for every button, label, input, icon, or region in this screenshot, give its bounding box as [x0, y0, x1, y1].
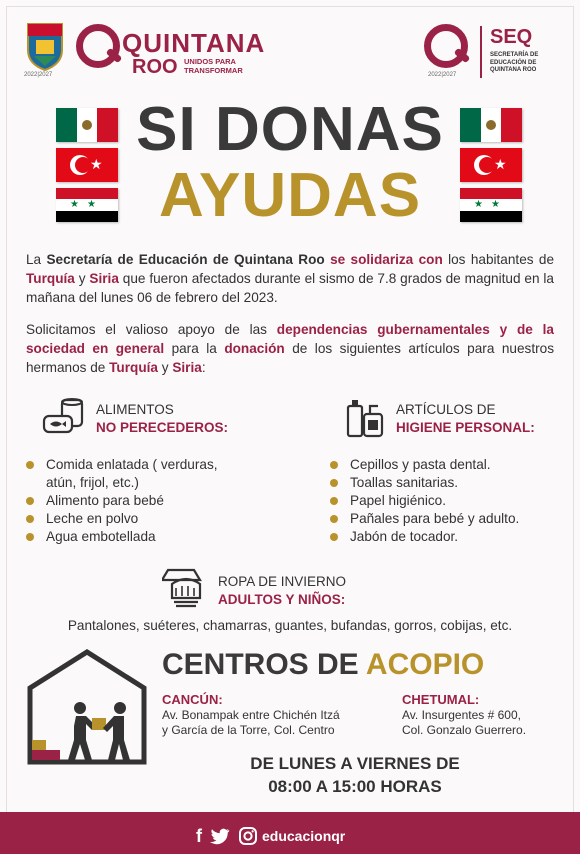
- logo-word-quintana: QUINTANA: [122, 28, 266, 58]
- list-item: Papel higiénico.: [330, 492, 560, 510]
- toiletries-icon: [344, 396, 390, 440]
- food-category: [42, 396, 282, 446]
- schedule-days: DE LUNES A VIERNES DE: [250, 754, 460, 773]
- seq-year: 2022|2027: [428, 72, 457, 78]
- hygiene-title-1: ARTÍCULOS DE: [396, 402, 496, 417]
- collection-center-icon: [26, 648, 148, 766]
- food-title-1: ALIMENTOS: [96, 402, 174, 417]
- headline-line1: SI DONAS: [136, 95, 444, 164]
- list-item: Jabón de tocador.: [330, 528, 560, 546]
- hygiene-category: [344, 396, 564, 446]
- headline-line2: AYUDAS: [158, 161, 422, 230]
- seq-q-icon: [424, 24, 468, 68]
- flags-left: [56, 108, 118, 228]
- winter-title-1: ROPA DE INVIERNO: [218, 574, 347, 589]
- list-item: Agua embotellada: [26, 528, 286, 546]
- cancun-label: CANCÚN:: [162, 692, 223, 707]
- q-logo-icon: [76, 24, 120, 68]
- seq-logo: [424, 24, 564, 80]
- hygiene-title-2: HIGIENE PERSONAL:: [396, 420, 535, 435]
- schedule-hours: 08:00 A 15:00 HORAS: [268, 777, 442, 796]
- state-crest-icon: [24, 20, 66, 76]
- logo-tagline: UNIDOS PARA TRANSFORMAR: [184, 57, 243, 75]
- turkey-flag-icon: ★: [460, 148, 522, 182]
- winter-items: Pantalones, suéteres, chamarras, guantes, bufandas, gorros, cobijas, etc.: [67, 618, 513, 633]
- social-handle[interactable]: educacionqr: [262, 828, 346, 844]
- hygiene-list: [330, 456, 560, 546]
- intro-paragraph: La Secretaría de Educación de Quintana Roo se solidariza con los habitantes de Turquía y Siria que fueron afectados durante el sismo de 7.8 grados de magnitud en la mañana del lunes 06 de febrero del 2023.: [26, 252, 555, 305]
- request-paragraph: Solicitamos el valioso apoyo de las dependencias gubernamentales y de la sociedad en general para la donación de los siguientes artículos para nuestros hermanos de Turquía y Siria:: [26, 322, 555, 375]
- social-links: [196, 824, 345, 848]
- syria-flag-icon: ★★: [56, 188, 118, 222]
- centers-title: CENTROS DE ACOPIO: [162, 648, 485, 681]
- mexico-flag-icon: [460, 108, 522, 142]
- schedule: [178, 752, 532, 798]
- seq-subtitle: SECRETARÍA DE EDUCACIÓN DE QUINTANA ROO: [490, 52, 539, 73]
- chetumal-address: Av. Insurgentes # 600, Col. Gonzalo Guerrero.: [402, 708, 527, 737]
- logo-word-roo: ROO: [132, 56, 178, 78]
- list-item: Toallas sanitarias.: [330, 474, 560, 492]
- list-item: Comida enlatada ( verduras,: [26, 456, 286, 474]
- list-item: Pañales para bebé y adulto.: [330, 510, 560, 528]
- winter-title-2: ADULTOS Y NIÑOS:: [218, 592, 346, 607]
- food-title-2: NO PERECEDEROS:: [96, 420, 229, 435]
- canned-food-icon: [42, 396, 88, 440]
- instagram-icon[interactable]: [238, 826, 258, 846]
- cancun-address: Av. Bonampak entre Chichén Itzá y García de la Torre, Col. Centro: [162, 708, 340, 737]
- mexico-flag-icon: [56, 108, 118, 142]
- flags-right: [460, 108, 522, 228]
- winter-category: [162, 566, 422, 614]
- twitter-icon[interactable]: [210, 827, 230, 845]
- chetumal-label: CHETUMAL:: [402, 692, 480, 707]
- turkey-flag-icon: ★: [56, 148, 118, 182]
- winter-clothes-icon: [162, 566, 208, 610]
- seq-title: SEQ: [490, 26, 533, 48]
- list-item: Cepillos y pasta dental.: [330, 456, 560, 474]
- crest-year: 2022|2027: [24, 72, 53, 78]
- food-list: [26, 456, 286, 546]
- list-item-cont: atún, frijol, etc.): [46, 475, 139, 490]
- quintana-roo-logo: [76, 24, 266, 80]
- list-item: Alimento para bebé: [26, 492, 286, 510]
- list-item: Leche en polvo: [26, 510, 286, 528]
- syria-flag-icon: ★★: [460, 188, 522, 222]
- facebook-icon[interactable]: f: [196, 825, 202, 846]
